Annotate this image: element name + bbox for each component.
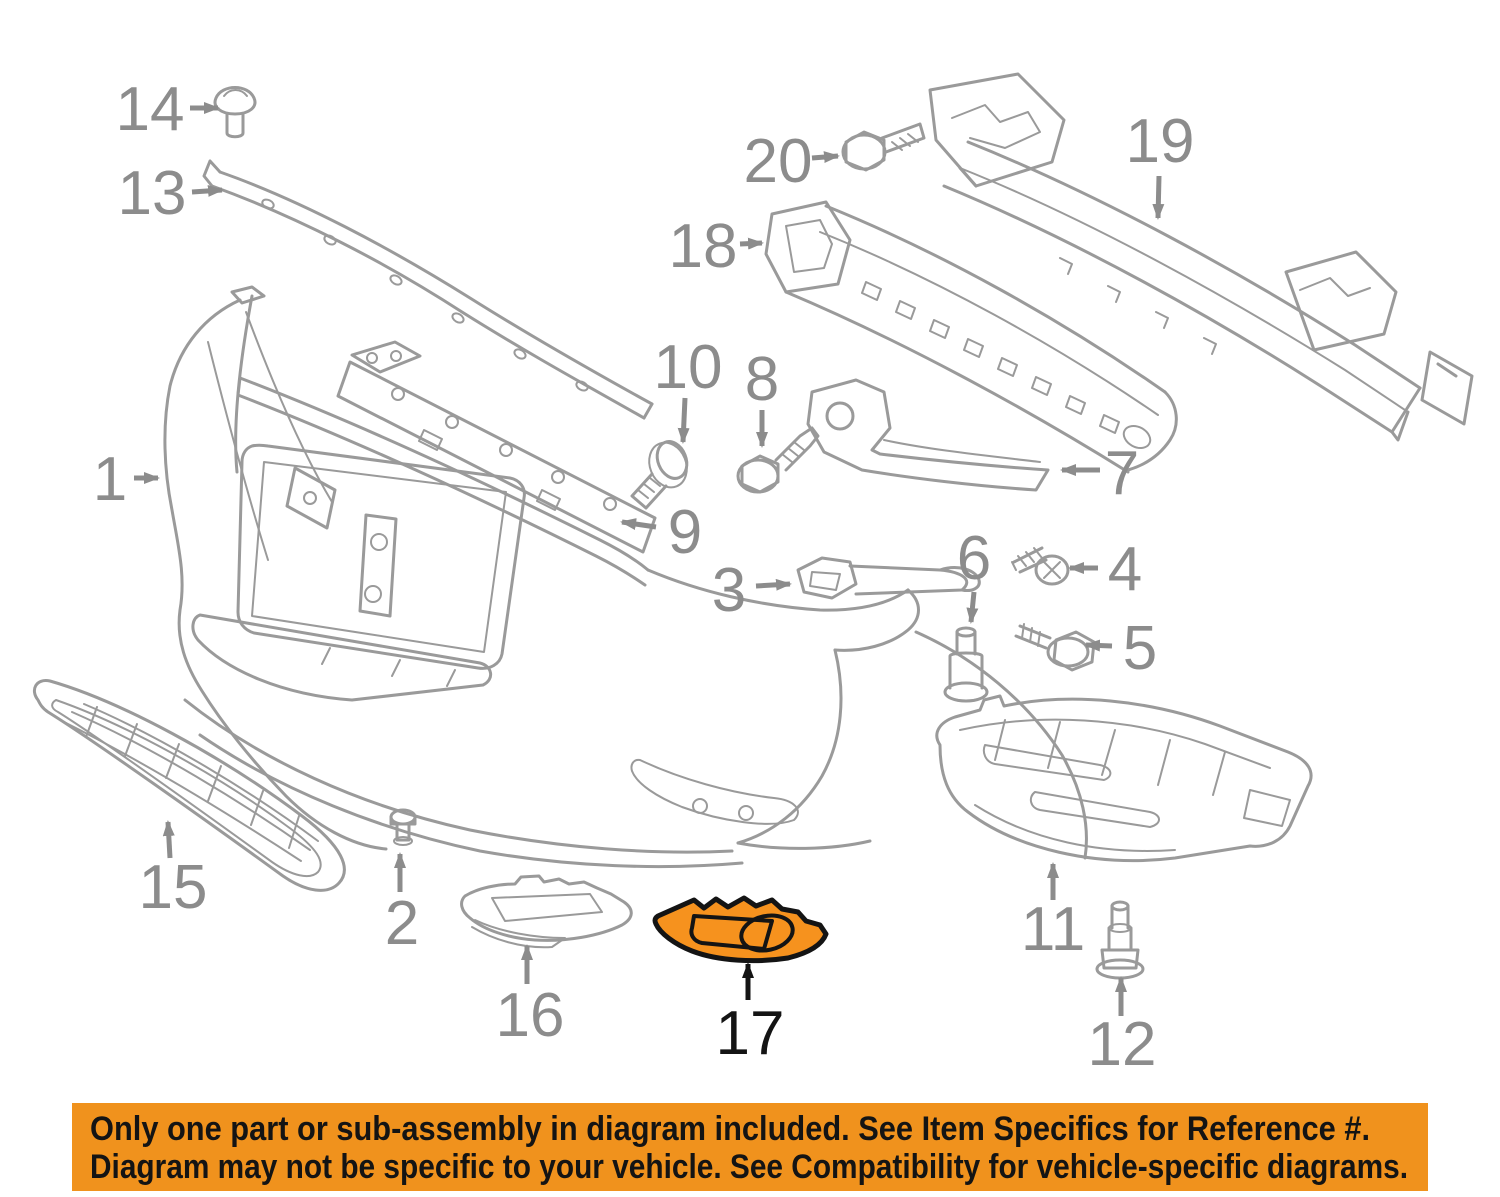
callout-17-label: 17 — [715, 999, 785, 1068]
callout-15-label: 15 — [138, 853, 208, 922]
callout-1-label: 1 — [92, 445, 128, 514]
callout-8-label: 8 — [744, 345, 780, 414]
callout-3-arrow — [756, 584, 790, 586]
callout-18-arrow — [740, 243, 762, 244]
callout-20-arrow — [812, 156, 838, 158]
callout-19-arrow — [1158, 176, 1159, 218]
callout-11-label: 11 — [1020, 895, 1086, 964]
callout-5-arrow — [1086, 645, 1112, 646]
callout-6-label: 6 — [956, 524, 992, 593]
callout-6-arrow — [971, 592, 974, 622]
callout-13-label: 13 — [117, 159, 187, 228]
callout-3-label: 3 — [711, 556, 747, 625]
callout-14-label: 14 — [115, 75, 185, 144]
callout-20-label: 20 — [743, 127, 813, 196]
disclaimer-banner — [72, 1103, 1428, 1191]
callout-9-label: 9 — [667, 498, 703, 567]
callout-13-arrow — [192, 190, 222, 192]
callout-19-label: 19 — [1125, 107, 1195, 176]
banner-line-2: Diagram may not be specific to your vehicle. See Compatibility for vehicle-specific diagrams. — [90, 1148, 1408, 1186]
callout-12-label: 12 — [1087, 1010, 1157, 1079]
callout-15-arrow — [168, 822, 170, 858]
callout-4-label: 4 — [1107, 535, 1143, 604]
callout-10-arrow — [683, 398, 685, 442]
callout-10-label: 10 — [653, 333, 723, 402]
callout-18-label: 18 — [668, 212, 738, 281]
callout-7-label: 7 — [1104, 439, 1140, 508]
callout-5-label: 5 — [1122, 614, 1158, 683]
callout-16-label: 16 — [495, 981, 565, 1050]
banner-line-1: Only one part or sub-assembly in diagram included. See Item Specifics for Reference #. — [90, 1110, 1370, 1148]
callout-2-label: 2 — [384, 889, 420, 958]
